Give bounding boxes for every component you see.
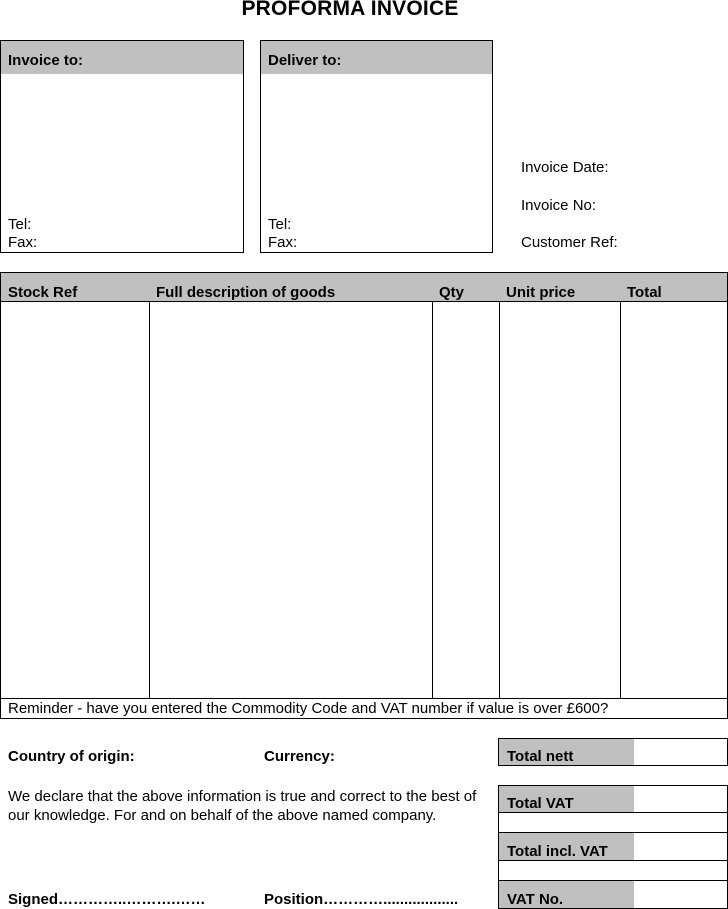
column-qty bbox=[432, 273, 500, 699]
invoice-date-label: Invoice Date: bbox=[521, 159, 609, 176]
column-header-total: Total bbox=[627, 284, 662, 301]
total-incl-vat-row bbox=[498, 832, 728, 861]
items-table bbox=[0, 272, 728, 719]
declaration-text: We declare that the above information is true and correct to the best of our knowledge. For and on behalf of the above named company. bbox=[8, 788, 477, 824]
invoice-to-heading: Invoice to: bbox=[8, 52, 84, 69]
column-header-description: Full description of goods bbox=[156, 284, 336, 301]
column-description bbox=[149, 273, 433, 699]
column-unit-price bbox=[499, 273, 621, 699]
total-vat-row bbox=[498, 785, 728, 813]
deliver-to-header bbox=[261, 41, 492, 74]
deliver-to-heading: Deliver to: bbox=[268, 52, 342, 69]
invoice-number-label: Invoice No: bbox=[521, 197, 597, 214]
total-incl-vat-gap bbox=[498, 861, 728, 880]
invoice-to-header bbox=[1, 41, 243, 74]
column-total bbox=[620, 273, 727, 699]
total-nett-row bbox=[498, 738, 728, 766]
country-of-origin-label: Country of origin: bbox=[8, 748, 135, 765]
total-vat-gap bbox=[498, 813, 728, 832]
deliver-to-tel-label: Tel: bbox=[268, 216, 292, 233]
vat-number-row bbox=[498, 880, 728, 909]
reminder-text: Reminder - have you entered the Commodity Code and VAT number if value is over £600? bbox=[8, 700, 609, 717]
signed-line: Signed…………..……….…… bbox=[8, 891, 206, 908]
invoice-to-box bbox=[0, 40, 244, 253]
page-title: PROFORMA INVOICE bbox=[241, 0, 459, 20]
customer-ref-label: Customer Ref: bbox=[521, 234, 618, 251]
column-stock-ref bbox=[1, 273, 150, 699]
total-incl-vat-label: Total incl. VAT bbox=[507, 843, 608, 860]
column-header-qty: Qty bbox=[439, 284, 465, 301]
position-line: Position………….................. bbox=[264, 891, 459, 908]
column-header-unit-price: Unit price bbox=[506, 284, 576, 301]
total-nett-label: Total nett bbox=[507, 748, 574, 765]
column-header-stock-ref: Stock Ref bbox=[8, 284, 78, 301]
deliver-to-fax-label: Fax: bbox=[268, 234, 298, 251]
vat-number-label: VAT No. bbox=[507, 891, 564, 908]
currency-label: Currency: bbox=[264, 748, 335, 765]
total-vat-label: Total VAT bbox=[507, 795, 574, 812]
reminder-row bbox=[1, 698, 727, 719]
invoice-to-fax-label: Fax: bbox=[8, 234, 38, 251]
invoice-to-tel-label: Tel: bbox=[8, 216, 32, 233]
deliver-to-box bbox=[260, 40, 493, 253]
